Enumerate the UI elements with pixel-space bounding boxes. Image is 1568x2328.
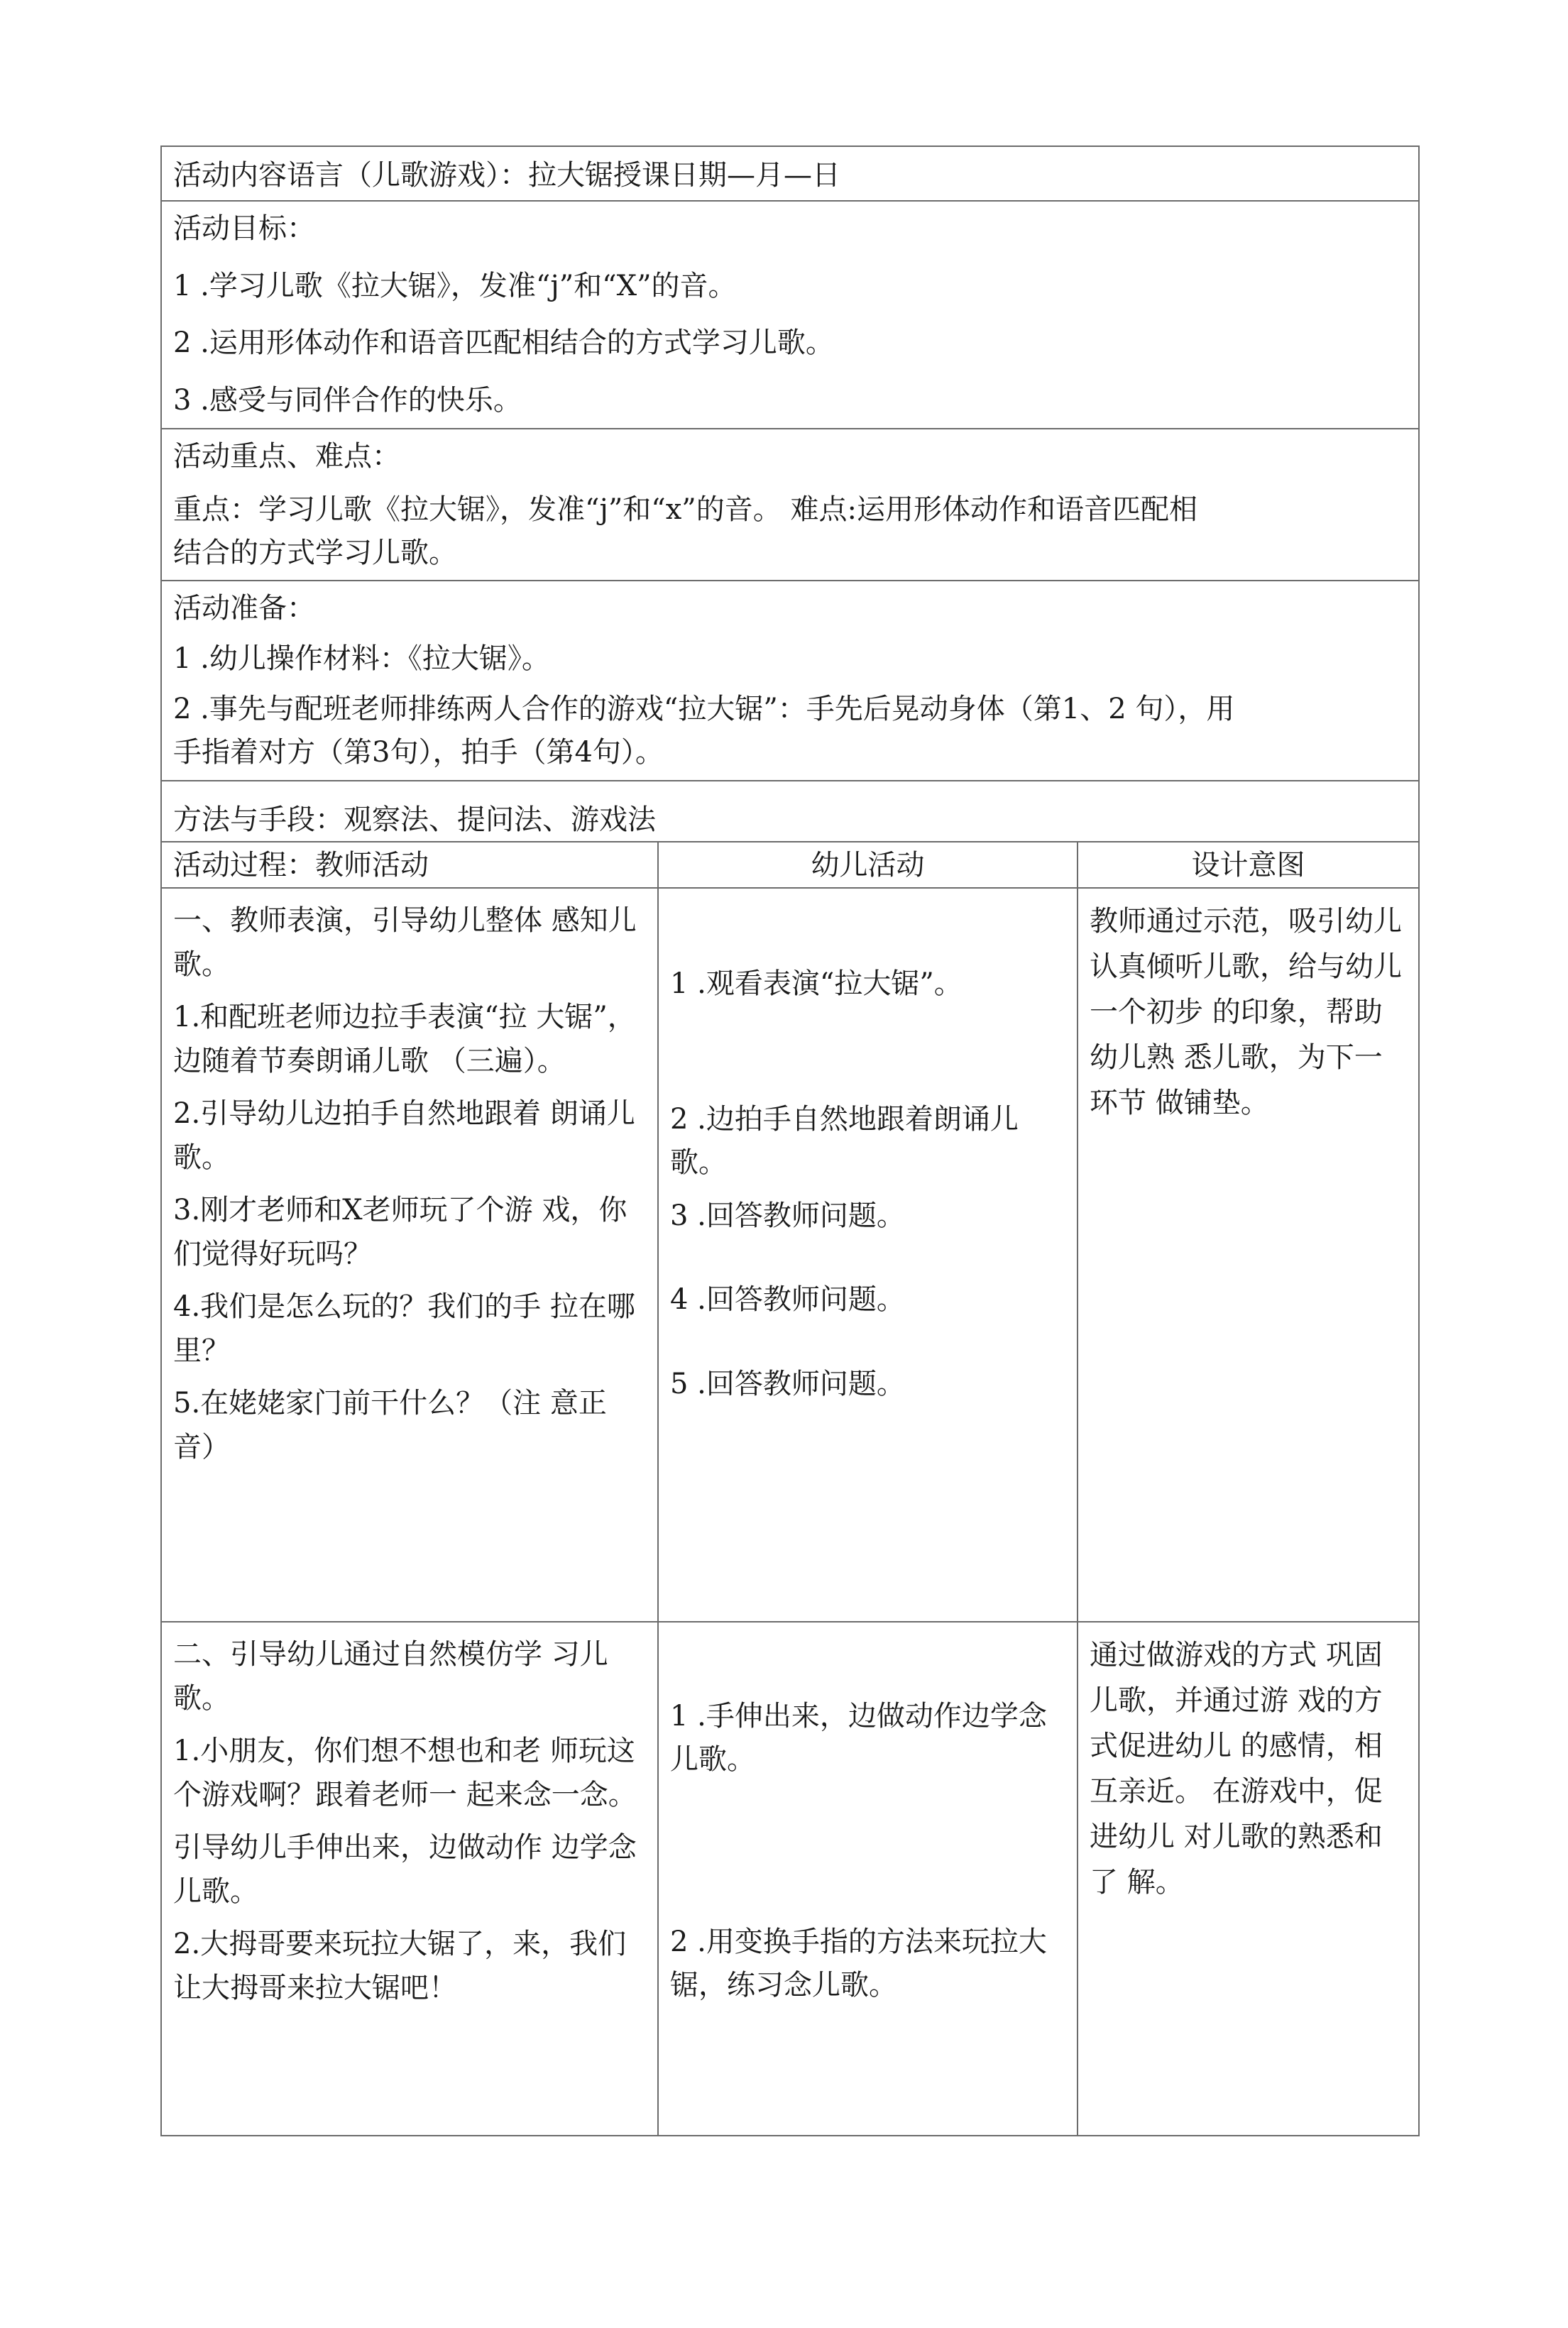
teacher-step: 2.引导幼儿边拍手自然地跟着 朗诵儿歌。: [173, 1097, 635, 1175]
column-header-row: [161, 842, 1419, 888]
child-step: 2 .边拍手自然地跟着朗诵儿歌。: [670, 1102, 1019, 1179]
intent-column-label: 设计意图: [1191, 849, 1305, 882]
preparation-item-line: 2 .事先与配班老师排练两人合作的游戏“拉大锯”：手先后晃动身体（第1、2 句），用: [173, 692, 1235, 725]
teacher-step: 4.我们是怎么玩的？我们的手 拉在哪里？: [173, 1290, 635, 1368]
teacher-step: 引导幼儿手伸出来，边做动作 边学念儿歌。: [173, 1831, 637, 1909]
child-activity-cell: [658, 888, 1078, 1622]
preparation-item: 1 .幼儿操作材料：《拉大锯》。: [173, 642, 550, 676]
intent-column-header: [1078, 842, 1419, 888]
teacher-step: 二、引导幼儿通过自然模仿学 习儿歌。: [173, 1638, 608, 1715]
child-step: 3 .回答教师问题。: [670, 1199, 905, 1232]
child-step: 1 .手伸出来，边做动作边学念儿歌。: [670, 1700, 1047, 1776]
key-points-heading: 活动重点、难点：: [173, 439, 400, 473]
preparation-cell: [161, 581, 1419, 780]
preparation-row: [161, 581, 1419, 780]
teacher-step: 1.和配班老师边拉手表演“拉 大锯”，边随着节奏朗诵儿歌 （三遍）。: [173, 1001, 636, 1078]
goals-heading: 活动目标：: [173, 212, 315, 245]
goal-item: 1 .学习儿歌《拉大锯》，发准“j”和“X”的音。: [173, 269, 737, 302]
teacher-activity-cell: [161, 1622, 658, 2136]
child-step: 2 .用变换手指的方法来玩拉大锯，练习念儿歌。: [670, 1925, 1047, 2002]
header-cell: [161, 146, 1419, 201]
child-step: 4 .回答教师问题。: [670, 1283, 905, 1317]
child-step: 1 .观看表演“拉大锯”。: [670, 967, 963, 1001]
lesson-plan-document: [160, 146, 1418, 2136]
goal-item: 3 .感受与同伴合作的快乐。: [173, 384, 522, 417]
preparation-heading: 活动准备：: [173, 592, 315, 625]
design-intent-text: 教师通过示范，吸引幼儿认真倾听儿歌，给与幼儿一个初步 的印象，帮助幼儿熟 悉儿歌，为下一环节 做铺垫。: [1090, 905, 1402, 1120]
key-points-cell: [161, 429, 1419, 581]
process-row-2: [161, 1622, 1419, 2136]
lesson-plan-table: [160, 146, 1420, 2136]
teacher-step: 5.在姥姥家门前干什么？（注 意正音）: [173, 1387, 607, 1464]
child-column-header: [658, 842, 1078, 888]
teacher-step: 3.刚才老师和X老师玩了个游 戏，你们觉得好玩吗？: [173, 1194, 627, 1271]
design-intent-text: 通过做游戏的方式 巩固儿歌，并通过游 戏的方式促进幼儿 的感情，相互亲近。 在游戏中，促进幼儿 对儿歌的熟悉和了 解。: [1090, 1639, 1383, 1899]
process-row-1: [161, 888, 1419, 1622]
activity-title: 活动内容语言（儿歌游戏）：拉大锯授课日期—月—日: [173, 159, 840, 192]
key-points-row: [161, 429, 1419, 581]
methods-cell: [161, 781, 1419, 842]
design-intent-cell: [1078, 888, 1419, 1622]
header-row: [161, 146, 1419, 201]
methods-text: 方法与手段：观察法、提问法、游戏法: [173, 803, 656, 836]
child-step: 5 .回答教师问题。: [670, 1368, 905, 1401]
design-intent-cell: [1078, 1622, 1419, 2136]
teacher-activity-cell: [161, 888, 658, 1622]
goals-row: [161, 201, 1419, 429]
goals-cell: [161, 201, 1419, 429]
teacher-step: 1.小朋友，你们想不想也和老 师玩这个游戏啊？跟着老师一 起来念一念。: [173, 1735, 637, 1812]
preparation-item-line: 手指着对方（第3句），拍手（第4句）。: [173, 735, 664, 769]
key-points-text-line: 重点：学习儿歌《拉大锯》，发准“j”和“x”的音。 难点:运用形体动作和语音匹配相: [173, 493, 1197, 526]
teacher-column-label: 活动过程：教师活动: [173, 849, 429, 882]
child-column-label: 幼儿活动: [811, 849, 925, 882]
teacher-column-header: [161, 842, 658, 888]
teacher-step: 一、教师表演，引导幼儿整体 感知儿歌。: [173, 904, 637, 982]
teacher-step: 2.大拇哥要来玩拉大锯了，来，我们让大拇哥来拉大锯吧！: [173, 1928, 627, 2005]
key-points-text-line: 结合的方式学习儿歌。: [173, 536, 457, 569]
child-activity-cell: [658, 1622, 1078, 2136]
goal-item: 2 .运用形体动作和语音匹配相结合的方式学习儿歌。: [173, 326, 834, 360]
methods-row: [161, 781, 1419, 842]
